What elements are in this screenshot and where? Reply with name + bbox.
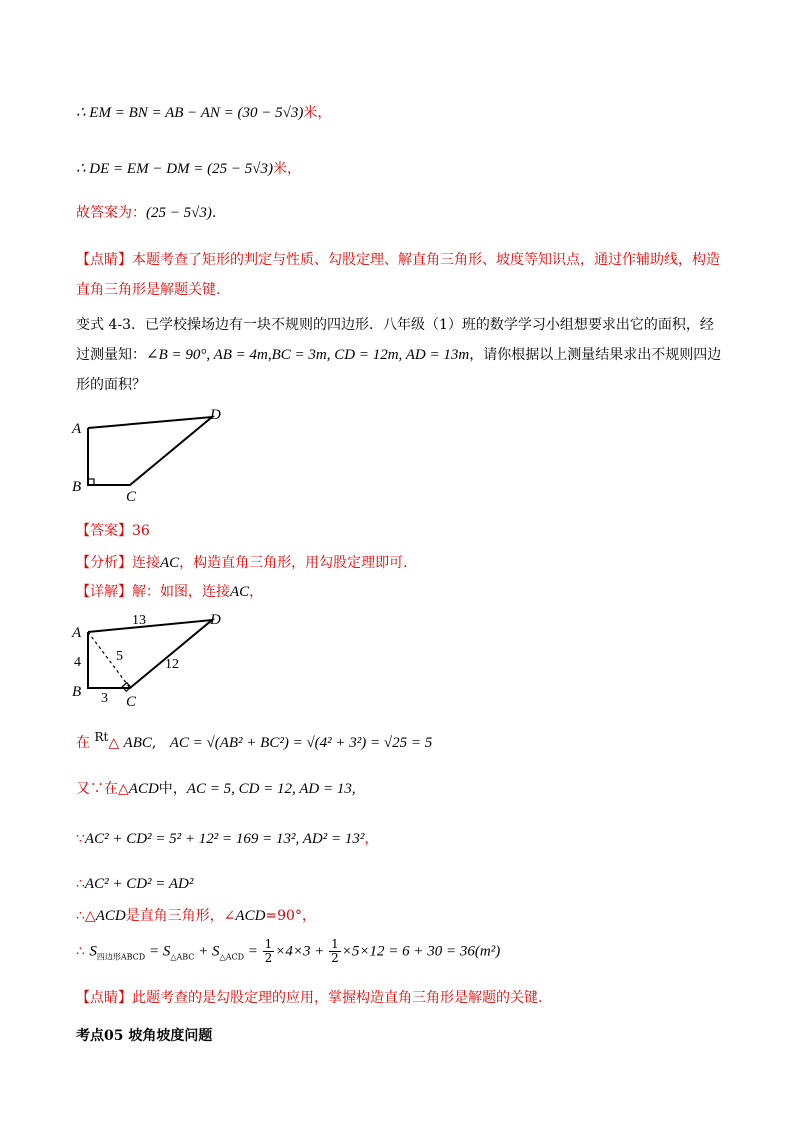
- length-cd: 12: [165, 657, 179, 672]
- step-2-math: AC = 5, CD = 12, AD = 13,: [186, 781, 356, 797]
- analysis-text-a: 【分析】连接: [76, 555, 160, 571]
- step-4: [76, 876, 193, 893]
- fraction-half-1: $\frac{1}{2}$: [264, 937, 273, 965]
- problem-text-a: 变式 4-3．已学校操场边有一块不规则的四边形．八年级（1）班的数学学习小组想要求出它的面积，经过测量知：: [76, 317, 714, 363]
- step-6-s1-sub: 四边形ABCD: [96, 952, 146, 962]
- analysis-ac: AC: [160, 555, 180, 571]
- step-3: [76, 828, 378, 848]
- comment-block-1: 【点睛】本题考查了矩形的判定与性质、勾股定理、解直角三角形、坡度等知识点，通过作辅助线，构造直角三角形是解题关键.: [76, 252, 720, 298]
- label-d: D: [210, 612, 221, 628]
- label-c: C: [126, 694, 137, 710]
- step-4-prefix: ∴: [76, 876, 85, 892]
- length-ac: 5: [116, 649, 123, 664]
- equation-em-math: ∴ EM = BN = AB − AN = (30 − 5√3): [76, 105, 304, 121]
- step-6: [76, 938, 500, 965]
- step-6-eq2: =: [244, 943, 262, 960]
- step-1-prefix: 在: [76, 735, 90, 751]
- problem-statement: [76, 310, 726, 400]
- equation-em: [76, 102, 331, 122]
- step-6-t1: ×4×3 +: [275, 943, 329, 960]
- analysis-line: [76, 552, 408, 572]
- step-2-zhong: 中，: [158, 781, 187, 797]
- length-bc: 3: [101, 691, 108, 706]
- step-6-s1: S: [89, 943, 97, 960]
- detail-ac: AC: [230, 584, 250, 600]
- final-answer-line: [76, 202, 216, 222]
- quadrilateral-figure-1: [70, 405, 250, 505]
- step-3-math: AC² + CD² = 5² + 12² = 169 = 13², AD² = 13²: [84, 831, 365, 847]
- step-6-plus: + S: [194, 943, 220, 960]
- step-3-end: ，: [364, 831, 379, 847]
- label-b: B: [72, 684, 82, 700]
- step-1-math: AC = √(AB² + BC²) = √(4² + 3²) = √25 = 5: [169, 735, 433, 751]
- label-a: A: [72, 421, 82, 437]
- comment-block-2: 【点睛】此题考查的是勾股定理的应用，掌握构造直角三角形是解题的关键.: [76, 990, 543, 1006]
- step-6-s2-sub: △ABC: [170, 952, 195, 962]
- step-1-triangle: △: [108, 735, 120, 751]
- unit-mi-1: 米，: [303, 105, 332, 121]
- step-5-b: 是直角三角形，∠: [125, 908, 236, 924]
- step-2-prefix: 又∵在△: [76, 781, 129, 797]
- length-ad: 13: [132, 613, 146, 628]
- detail-line: [76, 581, 263, 601]
- step-6-prefix: ∴: [76, 943, 85, 960]
- step-1-rt: Rt: [94, 730, 109, 744]
- analysis-text-b: ，构造直角三角形，用勾股定理即可.: [179, 555, 408, 571]
- section-heading: 考点05 坡角坡度问题: [76, 1028, 213, 1044]
- step-5-acd: ACD: [95, 908, 126, 924]
- step-5-c: ACD: [235, 908, 266, 924]
- step-4-math: AC² + CD² = AD²: [84, 876, 194, 892]
- label-b: B: [72, 479, 82, 495]
- problem-text-b: ，请你根据以上测量结果求出不规则四边形的面积？: [76, 347, 722, 393]
- detail-text-a: 【详解】解：如图，连接: [76, 584, 230, 600]
- equation-de-math: ∴ DE = EM − DM = (25 − 5√3): [76, 161, 273, 177]
- label-d: D: [210, 407, 221, 423]
- step-5-d: =90°，: [265, 908, 316, 924]
- length-ab: 4: [74, 655, 81, 670]
- step-1-abc: ABC: [123, 735, 152, 751]
- step-6-s3-sub: △ACD: [219, 952, 245, 962]
- final-answer-math: (25 − 5√3): [146, 205, 212, 221]
- equation-de: [76, 158, 301, 178]
- fraction-half-2: $\frac{1}{2}$: [331, 937, 339, 965]
- unit-mi-2: 米，: [273, 161, 301, 177]
- detail-text-b: ，: [249, 584, 264, 600]
- step-1: 在 Rt△ ABC, AC = √(AB² + BC²) = √(4² + 3²) = √25 = 5: [76, 730, 433, 751]
- answer-line: 【答案】36: [76, 523, 150, 539]
- step-6-t2: ×5×12 = 6 + 30 = 36(m²): [341, 943, 501, 960]
- label-a: A: [72, 625, 82, 641]
- step-3-prefix: ∵: [76, 831, 85, 847]
- problem-conditions: ∠B = 90°, AB = 4m,BC = 3m, CD = 12m, AD = 13m: [146, 347, 470, 363]
- step-2: [76, 778, 356, 798]
- step-2-acd: ACD: [128, 781, 159, 797]
- step-5-a: ∴△: [76, 908, 96, 924]
- final-answer-period: .: [211, 205, 217, 221]
- label-c: C: [126, 489, 137, 505]
- step-5: [76, 905, 316, 925]
- quadrilateral-figure-2: [70, 608, 250, 708]
- final-answer-label: 故答案为：: [76, 205, 146, 221]
- step-6-eq1: = S: [145, 943, 171, 960]
